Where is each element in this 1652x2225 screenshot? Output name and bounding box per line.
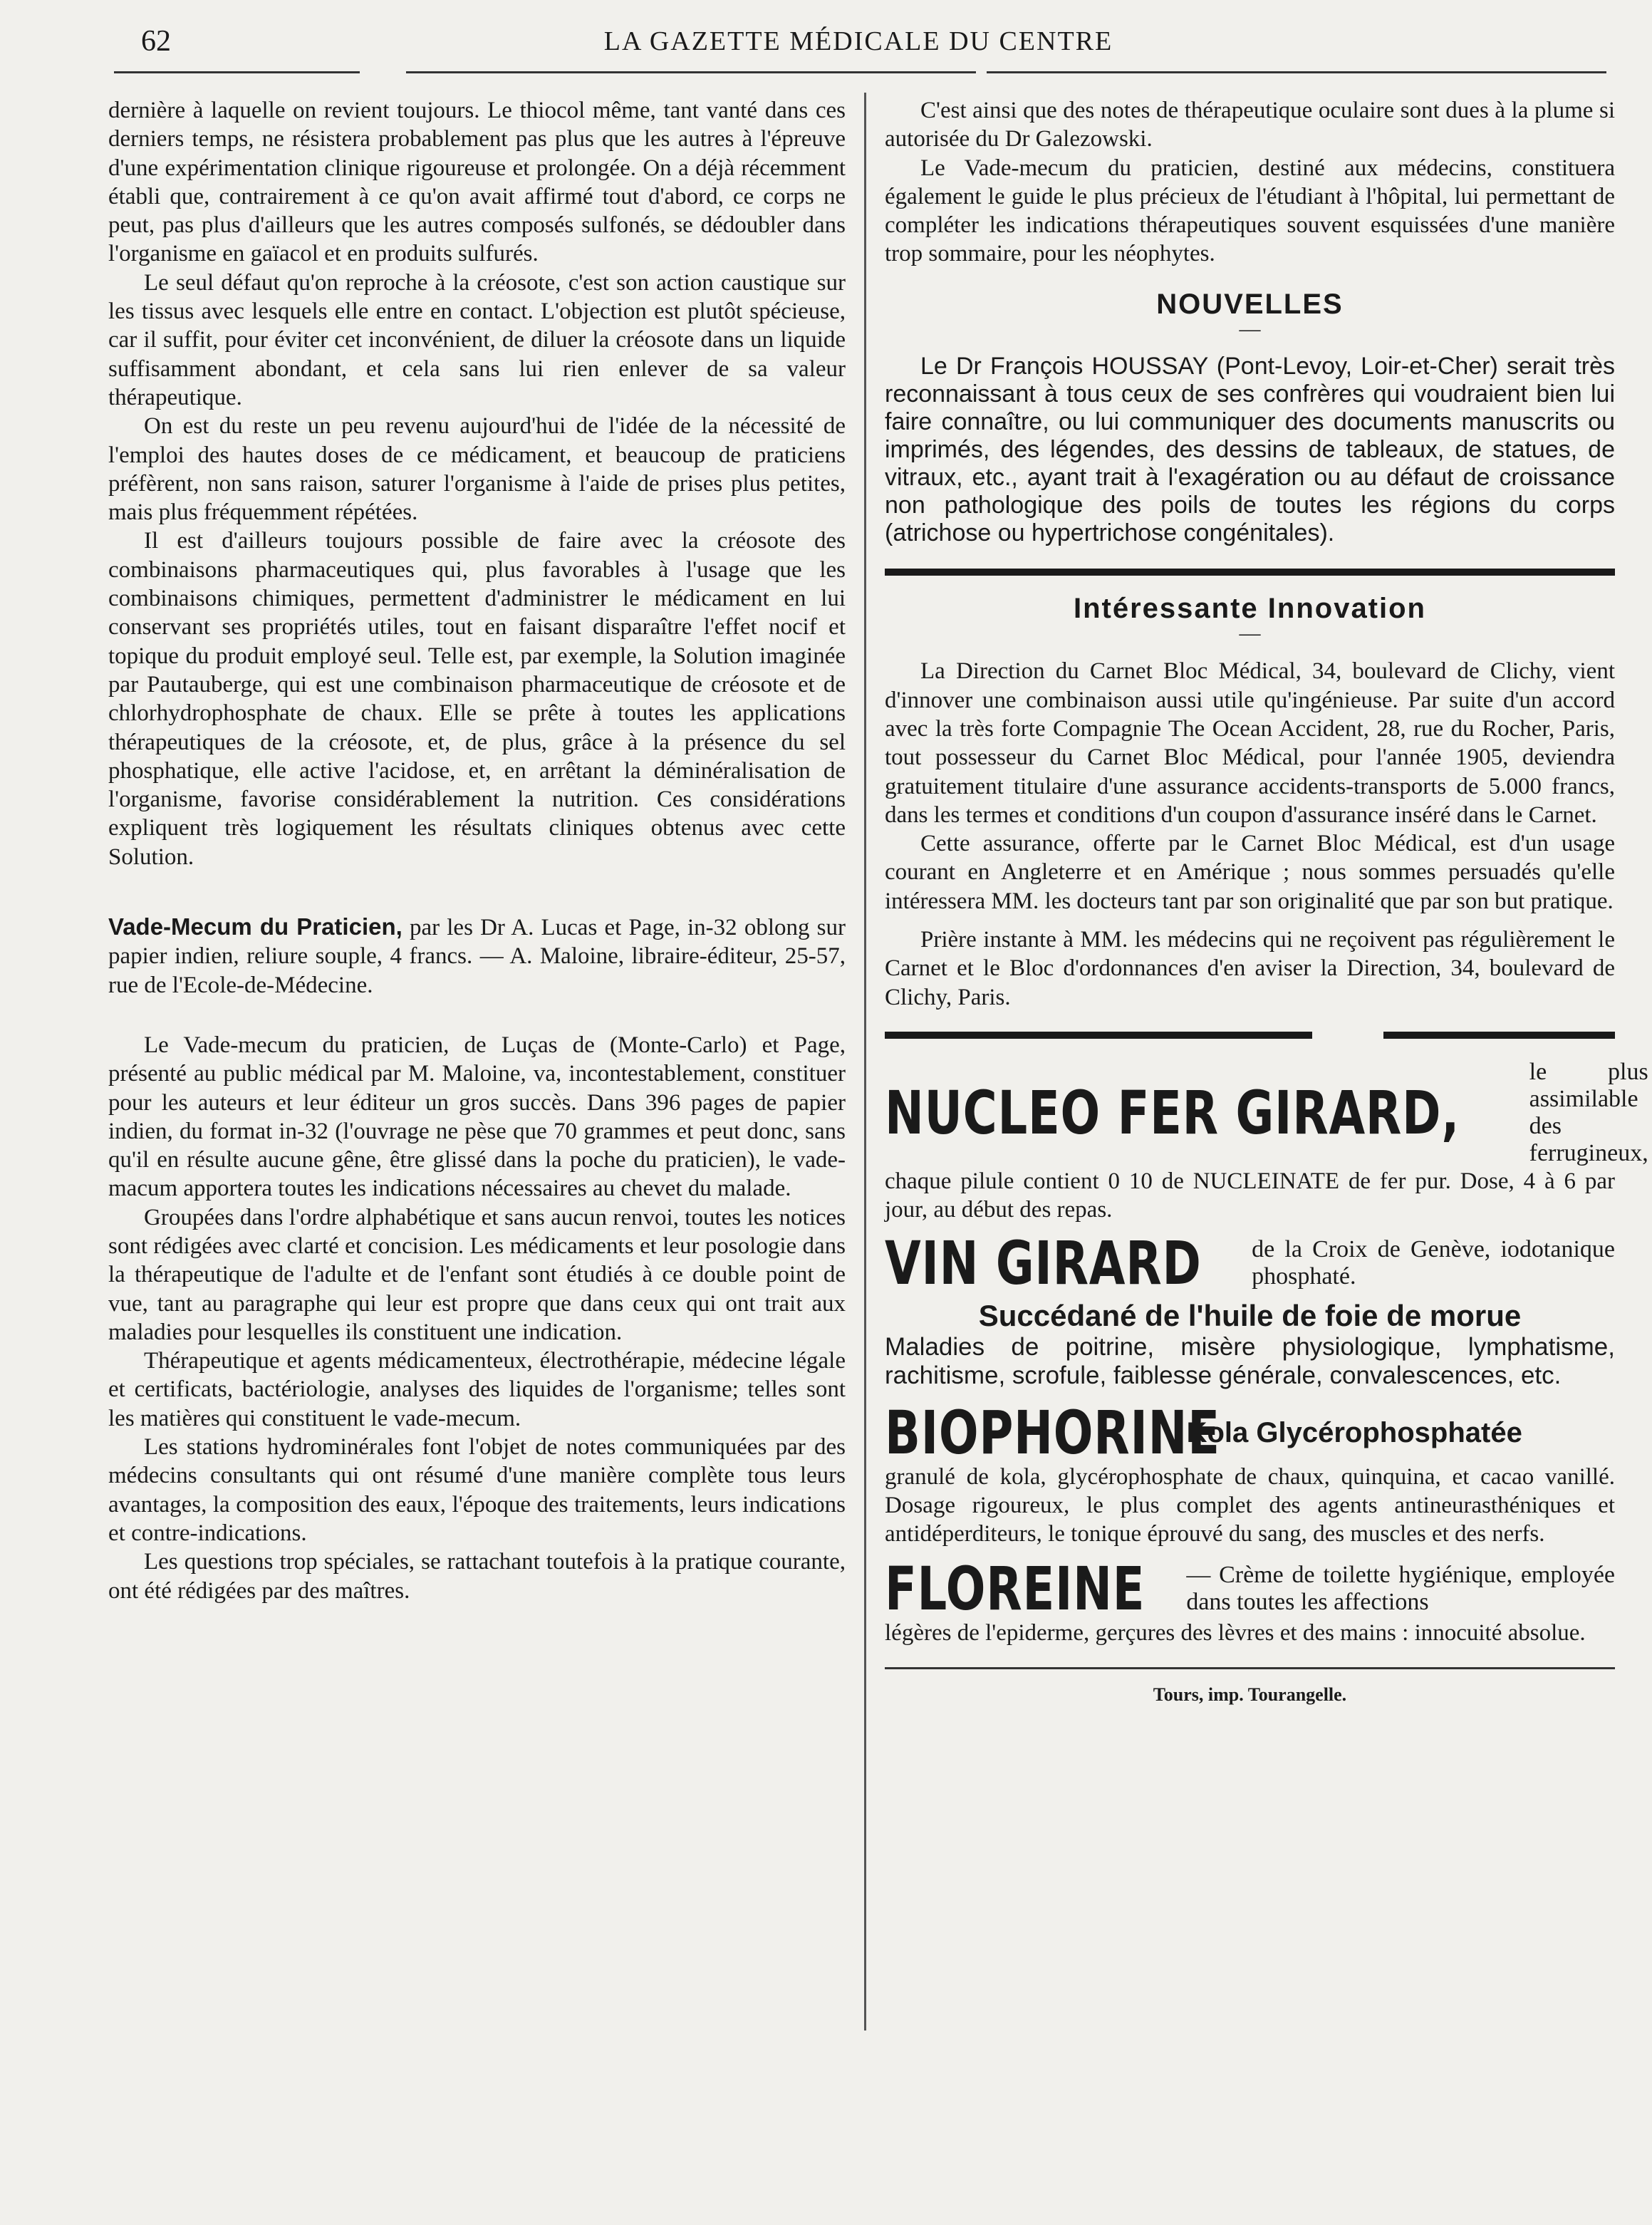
ad-vin-name: VIN GIRARD [885, 1228, 1202, 1298]
article-paragraph: Le seul défaut qu'on reproche à la créosote, c'est son action caustique sur les tissus avec lesquels elle entre en contact. L'objection est plutôt spécieuse, car il suffit, pour éviter cet inconvénient, de diluer la créosote dans un liquide suffisamment abondant, et cela sans lui rien enlever de sa valeur thérapeutique. [108, 269, 846, 410]
ad-nucleo-tagline: le plus assimilable des ferrugineux, [1529, 1058, 1648, 1166]
ad-nucleo-name: NUCLEO FER GIRARD, [885, 1077, 1460, 1148]
innovation-paragraph: La Direction du Carnet Bloc Médical, 34, boulevard de Clichy, vient d'innover une combinaison aussi utile qu'ingénieuse. Par suite d'un accord avec la très forte Compagnie The Ocean Accident, 28, rue du Rocher, Paris, tout possesseur du Carnet Bloc Médical, pour l'année 1905, deviendra gratuitement titulaire d'une assurance accidents-transports de 5.000 francs, dans les termes et conditions d'un coupon d'assurance inséré dans le Carnet. [885, 658, 1615, 828]
ad-flo-text: légères de l'epiderme, gerçures des lèvres et des mains : innocuité absolue. [885, 1619, 1586, 1646]
ad-biophorine [885, 1397, 1615, 1549]
article-paragraph: On est du reste un peu revenu aujourd'hui de l'idée de la nécessité de l'emploi des hautes doses de ce médicament, et beaucoup de praticiens préfèrent, non sans raison, saturer l'organisme à l'aide de prises plus petites, mais plus fréquemment répétées. [108, 413, 846, 526]
article-paragraph: Le Vade-mecum du praticien, destiné aux médecins, constituera également le guide le plus précieux de l'étudiant à l'hôpital, lui permettant de compléter les indications thérapeutiques souvent esquissées d'une manière trop sommaire, pour les néophytes. [885, 155, 1615, 267]
news-title-dash: — [1239, 317, 1261, 341]
ad-flo-tagline: — Crème de toilette hygiénique, employée dans toutes les affections [1186, 1561, 1615, 1615]
ads-rule [885, 1032, 1615, 1039]
news-title: NOUVELLES [1156, 288, 1344, 320]
review-paragraph: Les questions trop spéciales, se rattachant toutefois à la pratique courante, ont été rédigées par des maîtres. [108, 1549, 846, 1604]
right-column [885, 96, 1648, 1709]
ad-vin-heading: Succédané de l'huile de foie de morue [978, 1298, 1522, 1332]
ad-floreine [885, 1553, 1615, 1647]
header-rule-center [406, 71, 976, 73]
ad-vin-text: Maladies de poitrine, misère physiologique, lymphatisme, rachitisme, scrofule, faiblesse générale, convalescences, etc. [885, 1332, 1615, 1389]
innovation-paragraph: Cette assurance, offerte par le Carnet Bloc Médical, est d'un usage courant en Angleterre et en Amérique ; nous sommes persuadés qu'elle intéressera MM. les docteurs tant par son originalité que par son but pratique. [885, 831, 1615, 914]
innovation-paragraph: Prière instante à MM. les médecins qui ne reçoivent pas régulièrement le Carnet et le Bloc d'ordonnances d'en aviser la Direction, 34, boulevard de Clichy, Paris. [885, 927, 1615, 1010]
ad-nucleo-fer-girard [885, 1058, 1648, 1225]
column-divider [864, 93, 866, 2030]
page-number: 62 [141, 25, 171, 58]
left-column [108, 96, 846, 1605]
ad-flo-name: FLOREINE [885, 1553, 1146, 1624]
header-rule-left [114, 71, 360, 73]
ad-vin-tagline: de la Croix de Genève, iodotanique phosphaté. [1252, 1235, 1615, 1290]
printer-imprint: Tours, imp. Tourangelle. [1153, 1684, 1347, 1706]
article-paragraph: Il est d'ailleurs toujours possible de faire avec la créosote des combinaisons pharmaceutiques qui, plus favorables à l'usage que les combinaisons chimiques, permettent d'administrer le médicament en lui conservant ses propriétés utiles, tout en faisant disparaître l'effet nocif et topique du produit employé seul. Telle est, par exemple, la Solution imaginée par Pautauberge, qui est une combinaison pharmaceutique de créosote et de chlorhydrophosphate de chaux. Elle se prête à toutes les applications thérapeutiques de la créosote, et, de plus, grâce à la présence du sel phosphatique, elle active l'acidose, et, en arrêtant la déminéralisation de l'organisme, favorise considérablement la nutrition. Ces considérations expliquent très logiquement les résultats cliniques obtenus avec cette Solution. [108, 528, 846, 870]
section-rule [885, 569, 1615, 576]
ad-bio-name: BIOPHORINE [885, 1397, 1220, 1468]
ad-vin-girard [885, 1228, 1615, 1390]
ad-bio-text: granulé de kola, glycérophosphate de chaux, quinquina, et cacao vanillé. Dosage rigoureux, le plus complet des agents antineurasthéniques et antidéperditeurs, le tonique éprouvé du sang, des muscles et des nerfs. [885, 1463, 1615, 1547]
review-header [108, 913, 846, 1000]
article-paragraph: C'est ainsi que des notes de thérapeutique oculaire sont dues à la plume si autorisée du Dr Galezowski. [885, 98, 1615, 152]
ad-bio-tagline: Kola Glycérophosphatée [1186, 1416, 1522, 1448]
footer-rule [885, 1667, 1615, 1669]
running-title: LA GAZETTE MÉDICALE DU CENTRE [603, 26, 1113, 56]
review-body [108, 1031, 846, 1605]
review-paragraph: Thérapeutique et agents médicamenteux, électrothérapie, médecine légale et certificats, bactériologie, analyses des liquides de l'organisme; telles sont les matières qui constituent le vade-mecum. [108, 1348, 846, 1431]
innovation-title: Intéressante Innovation [1074, 593, 1426, 625]
header-rule-right [987, 71, 1606, 73]
review-title: Vade-Mecum du Praticien, [108, 913, 402, 940]
review-paragraph: Le Vade-mecum du praticien, de Luças de (Monte-Carlo) et Page, présenté au public médical par M. Maloine, va, incontestablement, constituer pour les auteurs et leur éditeur un gros succès. Dans 396 pages de papier indien, du format in-32 (l'ouvrage ne pèse que 70 grammes et peut donc, sans qu'il en résulte aucune gêne, être glissé dans la poche du praticien), le vade-macum apportera toutes les indications nécessaires au chevet du malade. [108, 1032, 846, 1202]
review-paragraph: Les stations hydrominérales font l'objet de notes communiquées par des médecins consultants qui ont résumé d'une manière complète tous leurs avantages, la composition des eaux, l'époque des traitements, leurs indications et contre-indications. [108, 1434, 846, 1546]
innovation-title-dash: — [1239, 621, 1261, 645]
ad-nucleo-text: chaque pilule contient 0 10 de NUCLEINATE de fer pur. Dose, 4 à 6 par jour, au début des repas. [885, 1168, 1615, 1223]
news-paragraph: Le Dr François HOUSSAY (Pont-Levoy, Loir-et-Cher) serait très reconnaissant à tous ceux de ses confrères qui voudraient bien lui faire connaître, ou lui communiquer des documents manuscrits ou imprimés, des légendes, des dessins de tableaux, de statues, de vitraux, etc., ayant trait à l'exagération ou au défaut de croissance non pathologique des poils de toutes les régions du corps (atrichose ou hypertrichose congénitales). [885, 353, 1615, 547]
article-paragraph: dernière à laquelle on revient toujours. Le thiocol même, tant vanté dans ces derniers temps, ne résistera probablement pas plus que les autres à l'épreuve d'une expérimentation clinique rigoureuse et prolongée. On a déjà récemment établi que, contrairement à ce qu'on avait affirmé tout d'abord, ce corps ne peut, pas plus d'ailleurs que les autres composés sulfonés, se dédoubler dans l'organisme en gaïacol et en produits sulfurés. [108, 98, 846, 267]
page-header [107, 21, 1610, 64]
review-paragraph: Groupées dans l'ordre alphabétique et sans aucun renvoi, toutes les notices sont rédigées avec clarté et concision. Les médicaments et leur posologie dans la thérapeutique de l'adulte et de l'enfant sont étudiés à ce double point de vue, tant au paragraphe qui leur est propre que dans ceux qui ont trait aux maladies pour lesquelles ils constituent une indication. [108, 1204, 846, 1345]
review-citation: par les Dr A. Lucas et Page, in-32 oblong sur papier indien, reliure souple, 4 francs. — A. Maloine, libraire-éditeur, 25-57, rue de l'Ecole-de-Médecine. [108, 915, 846, 998]
